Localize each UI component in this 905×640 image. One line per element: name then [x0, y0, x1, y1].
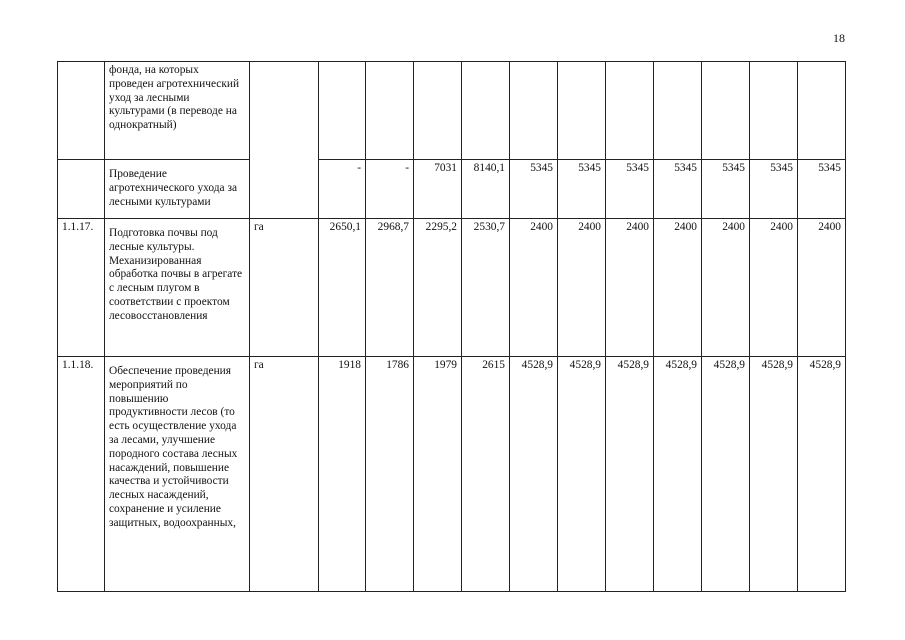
row-code-cell — [58, 160, 105, 219]
value-cell: 4528,9 — [750, 357, 798, 592]
value-cell: 2400 — [606, 219, 654, 357]
value-cell: 4528,9 — [654, 357, 702, 592]
value-cell — [750, 62, 798, 160]
row-description-cell: Обеспечение проведения мероприятий по повышению продуктивности лесов (то есть осуществление ухода за лесами, улучшение породного состава лесных насаждений, повышение качества и устойчивости лесных насаждений, сохранение и усиление защитных, водоохранных, — [105, 357, 250, 592]
value-cell — [702, 62, 750, 160]
value-cell: 8140,1 — [462, 160, 510, 219]
row-code-cell: 1.1.17. — [58, 219, 105, 357]
value-cell: - — [366, 160, 414, 219]
value-cell: 4528,9 — [702, 357, 750, 592]
table-row — [58, 357, 846, 592]
value-cell: 1786 — [366, 357, 414, 592]
row-code-cell — [58, 62, 105, 160]
value-cell: 2400 — [654, 219, 702, 357]
value-cell: 5345 — [510, 160, 558, 219]
value-cell: 5345 — [654, 160, 702, 219]
value-cell: 2968,7 — [366, 219, 414, 357]
value-cell: 2615 — [462, 357, 510, 592]
value-cell: 2400 — [702, 219, 750, 357]
value-cell: 2400 — [798, 219, 846, 357]
value-cell — [462, 62, 510, 160]
value-cell: 4528,9 — [798, 357, 846, 592]
value-cell: 4528,9 — [558, 357, 606, 592]
value-cell: 2650,1 — [319, 219, 366, 357]
row-description-cell: фонда, на которых проведен агротехнический уход за лесными культурами (в переводе на однократный) — [105, 62, 250, 160]
table-row — [58, 219, 846, 357]
value-cell: 2530,7 — [462, 219, 510, 357]
value-cell — [654, 62, 702, 160]
row-unit-cell: га — [250, 357, 319, 592]
value-cell — [798, 62, 846, 160]
value-cell: 5345 — [702, 160, 750, 219]
row-code-cell: 1.1.18. — [58, 357, 105, 592]
value-cell — [558, 62, 606, 160]
value-cell: 4528,9 — [510, 357, 558, 592]
value-cell: 5345 — [798, 160, 846, 219]
value-cell: 5345 — [750, 160, 798, 219]
value-cell: 7031 — [414, 160, 462, 219]
value-cell — [510, 62, 558, 160]
value-cell — [319, 62, 366, 160]
value-cell — [606, 62, 654, 160]
table-row — [58, 160, 846, 219]
value-cell: 5345 — [606, 160, 654, 219]
value-cell — [414, 62, 462, 160]
value-cell: 2400 — [558, 219, 606, 357]
page-number: 18 — [833, 31, 845, 45]
value-cell: 4528,9 — [606, 357, 654, 592]
value-cell: 2400 — [750, 219, 798, 357]
row-unit-cell: га — [250, 219, 319, 357]
row-description-cell: Подготовка почвы под лесные культуры. Механизированная обработка почвы в агрегате с лесным плугом в соответствии с проектом лесовосстановления — [105, 219, 250, 357]
value-cell: 1979 — [414, 357, 462, 592]
row-description-cell: Проведение агротехнического ухода за лесными культурами — [105, 160, 250, 219]
value-cell: 5345 — [558, 160, 606, 219]
indicators-table — [57, 61, 846, 592]
value-cell: - — [319, 160, 366, 219]
row-unit-cell — [250, 62, 319, 219]
value-cell — [366, 62, 414, 160]
table-row — [58, 62, 846, 160]
value-cell: 2295,2 — [414, 219, 462, 357]
value-cell: 2400 — [510, 219, 558, 357]
value-cell: 1918 — [319, 357, 366, 592]
